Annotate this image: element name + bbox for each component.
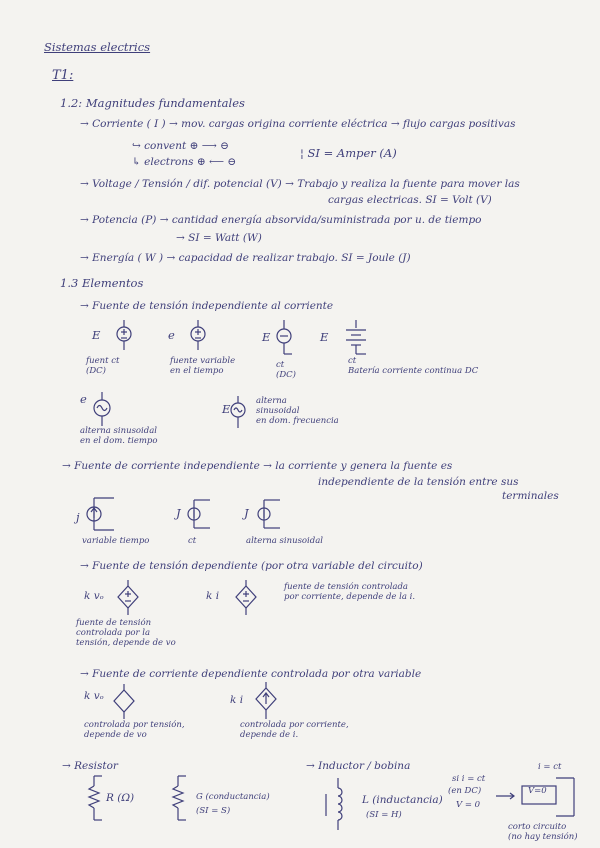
source-label-E1: E <box>92 328 101 342</box>
inductor-title: → Inductor / bobina <box>306 760 411 772</box>
vccs-gain-label: k vₒ <box>84 690 104 702</box>
inductor-dc-note2: (en DC) <box>448 786 482 796</box>
current-definition: → Corriente ( I ) → mov. cargas origina corriente eléctrica → flujo cargas positivas <box>80 118 516 130</box>
ccvs-diamond-symbol <box>232 580 262 616</box>
unit-heading: T1: <box>52 68 74 83</box>
short-circuit-voltage: V=0 <box>528 786 547 796</box>
variable-current-source-symbol <box>78 494 128 536</box>
source-label-J1: J <box>176 506 181 520</box>
short-circuit-current: i = ct <box>538 762 562 772</box>
inductor-label: L (inductancia) <box>362 794 443 806</box>
caption-vccs: controlada por tensión, depende de vo <box>84 720 185 740</box>
vcvs-gain-label: k vₒ <box>84 590 104 602</box>
caption-ac-frequency: alterna sinusoidal en dom. frecuencia <box>256 396 339 426</box>
caption-variable-current: variable tiempo <box>82 536 150 546</box>
section-1-2-heading: 1.2: Magnitudes fundamentales <box>60 96 245 110</box>
caption-ct-source: ct (DC) <box>276 360 296 380</box>
inductor-symbol <box>318 776 358 832</box>
short-circuit-symbol <box>494 770 580 826</box>
source-label-j: j <box>76 510 80 524</box>
inductor-dc-note1: si i = ct <box>452 774 486 784</box>
vccs-diamond-symbol <box>110 684 140 720</box>
source-label-E4: E <box>222 402 231 416</box>
caption-battery: ct Batería corriente continua DC <box>348 356 479 376</box>
ccvs-gain-label: k i <box>206 590 220 602</box>
conductance-symbol <box>166 774 196 824</box>
variable-voltage-source-symbol <box>168 318 218 354</box>
cccs-diamond-symbol <box>252 682 282 720</box>
ct-current-source-symbol <box>180 498 220 532</box>
conductance-si: (SI = S) <box>196 806 231 816</box>
source-label-J2: J <box>244 506 249 520</box>
energy-definition: → Energía ( W ) → capacidad de realizar trabajo. SI = Joule (J) <box>80 252 411 264</box>
voltage-definition: → Voltage / Tensión / dif. potencial (V) → Trabajo y realiza la fuente para mover las <box>80 178 520 190</box>
current-source-line3: terminales <box>502 490 559 502</box>
page-title: Sistemas electrics <box>44 40 151 54</box>
cccs-gain-label: k i <box>230 694 244 706</box>
source-label-e1: e <box>168 328 175 342</box>
source-label-e2: e <box>80 392 87 406</box>
ac-current-source-symbol <box>250 498 290 532</box>
caption-short-circuit: corto circuito (no hay tensión) <box>508 822 578 842</box>
voltage-si-unit: cargas electricas. SI = Volt (V) <box>328 194 492 206</box>
caption-cccs: controlada por corriente, depende de i. <box>240 720 349 740</box>
dependent-current-title: → Fuente de corriente dependiente controlada por otra variable <box>80 668 422 680</box>
current-source-title: → Fuente de corriente independiente → la corriente y genera la fuente es <box>62 460 453 472</box>
caption-ac-current: alterna sinusoidal <box>246 536 323 546</box>
conductance-label: G (conductancia) <box>196 792 270 802</box>
caption-ct-current: ct <box>188 536 197 546</box>
caption-dc-source: fuent ct (DC) <box>86 356 120 376</box>
caption-ac-time: alterna sinusoidal en el dom. tiempo <box>80 426 158 446</box>
ac-time-domain-source-symbol <box>70 390 120 428</box>
voltage-source-title: → Fuente de tensión independiente al corriente <box>80 300 334 312</box>
inductor-si: (SI = H) <box>366 810 402 820</box>
power-definition: → Potencia (P) → cantidad energía absorvida/suministrada por u. de tiempo <box>80 214 482 226</box>
dependent-voltage-title: → Fuente de tensión dependiente (por otra variable del circuito) <box>80 560 423 572</box>
current-electrons: ↳ electrons ⊕ ⟵ ⊖ <box>132 156 237 168</box>
vcvs-diamond-symbol <box>114 580 144 616</box>
caption-ccvs: fuente de tensión controlada por corriente, depende de la i. <box>284 582 416 602</box>
source-label-E2: E <box>262 330 271 344</box>
caption-vcvs: fuente de tensión controlada por la tensión, depende de vo <box>76 618 176 648</box>
source-label-E3: E <box>320 330 329 344</box>
resistor-title: → Resistor <box>62 760 118 772</box>
inductor-dc-note3: V = 0 <box>456 800 481 810</box>
current-si-unit: ¦ SI = Amper (A) <box>300 146 397 160</box>
resistor-label: R (Ω) <box>106 792 135 804</box>
caption-variable-source: fuente variable en el tiempo <box>170 356 236 376</box>
section-1-3-heading: 1.3 Elementos <box>60 276 144 290</box>
power-si-unit: → SI = Watt (W) <box>176 232 262 244</box>
current-conventional: ↪ convent ⊕ ⟶ ⊖ <box>132 140 229 152</box>
current-source-line2: independiente de la tensión entre sus <box>318 476 519 488</box>
